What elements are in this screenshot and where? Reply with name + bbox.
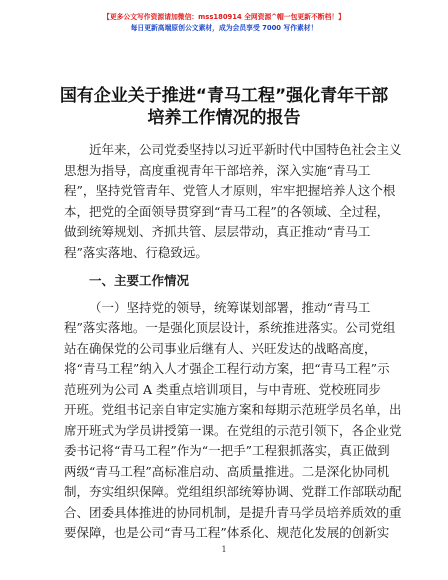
promo-banner-line1: 【更多公文写作资源请加微信：mss180914 全网资源^帽一包更新不断档！】 — [103, 13, 345, 21]
text-line: 程”落实落地、行稳致远。 — [64, 244, 208, 260]
text-line: 近年来，公司党委坚持以习近平新时代中国特色社会主义 — [89, 142, 402, 157]
text-line: 要保障，也是公司“青马工程”体系化、规范化发展的创新实 — [64, 525, 390, 540]
document-body — [64, 140, 402, 544]
text-line: 制，夯实组织保障。党组组织部统筹协调、党群工作部联动配 — [64, 484, 402, 499]
promo-banner-line2: 每日更新高端原创公文素材，成为会员享受 7000 写作素材！ — [130, 24, 318, 32]
section-heading: 一、主要工作情况 — [89, 273, 190, 288]
section-paragraph — [64, 298, 402, 544]
text-line: 席开班式为学员讲授第一课。在党组的示范引领下，各企业党 — [64, 422, 402, 438]
text-line: （一）坚持党的领导，统筹谋划部署，推动“青马工 — [89, 299, 371, 315]
text-line: 程”落实落地。一是强化顶层设计，系统推进落实。公司党组 — [64, 320, 396, 335]
page-number: 1 — [221, 545, 227, 554]
promo-banner — [0, 12, 448, 33]
text-line: 开班。党组书记亲自审定实施方案和每期示范班学员名单，出 — [64, 402, 402, 417]
text-line: 本，把党的全面领导贯穿到“青马工程”的各领域、全过程， — [64, 203, 390, 219]
document-title-line1: 国有企业关于推进“青马工程”强化青年干部 — [59, 86, 389, 106]
text-line: 将“青马工程”纳入人才强企工程行动方案，把“青马工程”示 — [64, 361, 390, 376]
text-line: 思想为指导，高度重视青年干部培养，深入实施“青马工 — [64, 162, 371, 178]
text-line: 委书记将“青马工程”作为“一把手”工程狠抓落实，真正做到 — [64, 443, 390, 458]
text-line: 范班列为公司 A 类重点培训项目，与中青班、党校班同步 — [64, 381, 381, 397]
text-line: 站在确保党的公司事业后继有人、兴旺发达的战略高度， — [64, 340, 377, 356]
document-title — [0, 85, 448, 129]
text-line: 做到统筹规划、齐抓共管、层层带动，真正推动“青马工 — [64, 224, 371, 239]
intro-paragraph — [64, 140, 402, 263]
text-line: 两级“青马工程”高标准启动、高质量推进。二是深化协同机 — [64, 463, 390, 479]
text-line: 程”，坚持党管青年、党管人才原则，牢牢把握培养人这个根 — [64, 183, 396, 198]
text-line: 合、团委具体推进的协同机制，是提升青马学员培养质效的重 — [64, 504, 402, 520]
document-title-line2: 培养工作情况的报告 — [147, 108, 301, 128]
